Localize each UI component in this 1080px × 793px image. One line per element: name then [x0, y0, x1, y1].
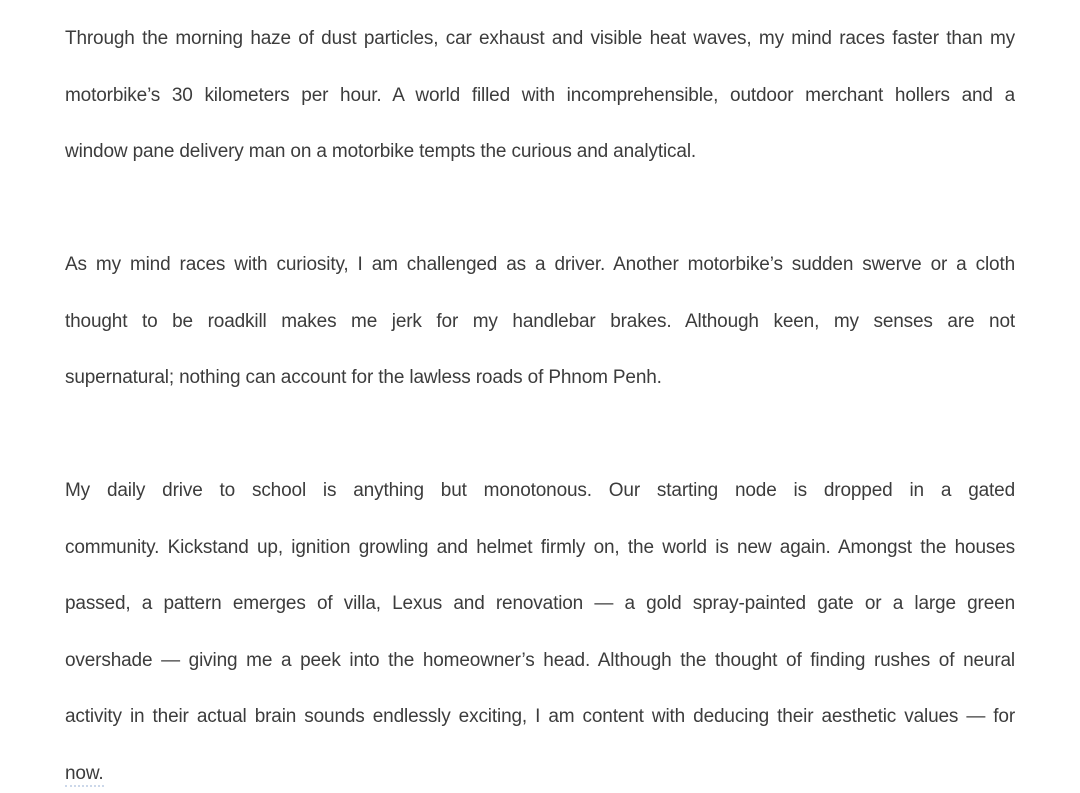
- text-run: activity in their actual brain sounds endlessly exciting, I am content with deducing their aesthetic values — for: [65, 706, 1015, 727]
- grammar-underlined-text: now.: [65, 763, 104, 787]
- text-line: [65, 689, 1015, 746]
- text-line: [65, 633, 1015, 690]
- text-line: [65, 576, 1015, 633]
- text-line: [65, 68, 1015, 125]
- text-run: My daily drive to school is anything but monotonous. Our starting node is dropped in a gated: [65, 480, 1015, 501]
- paragraph: [65, 463, 1015, 793]
- text-line: [65, 11, 1015, 68]
- text-line: [65, 237, 1015, 294]
- paragraph: [65, 237, 1015, 407]
- text-run: thought to be roadkill makes me jerk for my handlebar brakes. Although keen, my senses are not: [65, 310, 1015, 332]
- text-line: [65, 746, 1015, 793]
- text-run: overshade — giving me a peek into the homeowner’s head. Although the thought of finding rushes of neural: [65, 649, 1015, 671]
- paragraph: [65, 11, 1015, 181]
- text-run: supernatural; nothing can account for the lawless roads of Phnom Penh.: [65, 367, 662, 388]
- text-run: As my mind races with curiosity, I am challenged as a driver. Another motorbike’s sudden swerve or a cloth: [65, 254, 1015, 275]
- text-line: [65, 124, 1015, 181]
- text-run: Through the morning haze of dust particles, car exhaust and visible heat waves, my mind races faster than my: [65, 28, 1015, 49]
- text-run: community. Kickstand up, ignition growling and helmet firmly on, the world is new again. Amongst the houses: [65, 536, 1015, 558]
- document-body: [65, 11, 1015, 793]
- text-run: motorbike’s 30 kilometers per hour. A world filled with incomprehensible, outdoor merchant hollers and a: [65, 84, 1015, 106]
- text-run: passed, a pattern emerges of villa, Lexus and renovation — a gold spray-painted gate or a large green: [65, 593, 1015, 614]
- text-line: [65, 463, 1015, 520]
- text-line: [65, 350, 1015, 407]
- text-line: [65, 520, 1015, 577]
- text-run: window pane delivery man on a motorbike tempts the curious and analytical.: [65, 141, 697, 162]
- text-line: [65, 294, 1015, 351]
